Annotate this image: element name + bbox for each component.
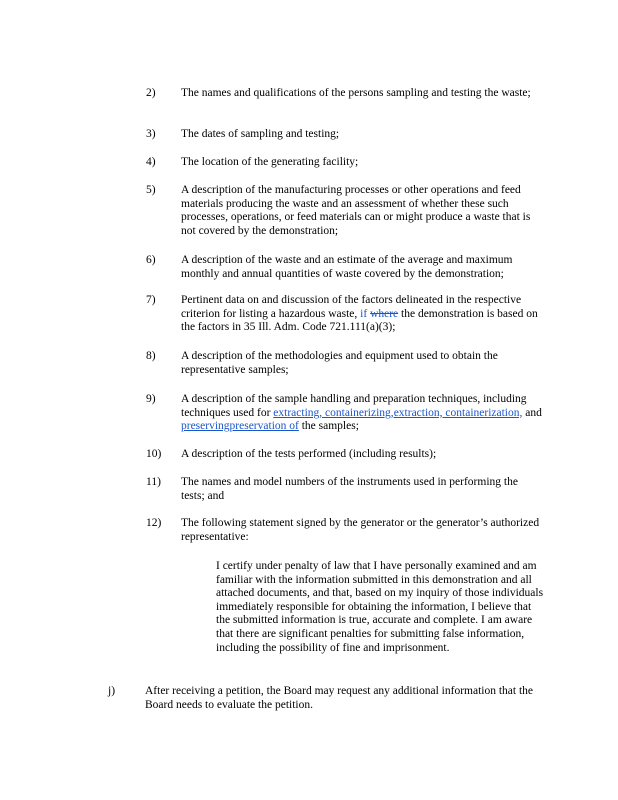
- item-text: A description of the methodologies and equipment used to obtain the representative samples;: [181, 350, 498, 376]
- item-text: The location of the generating facility;: [181, 156, 359, 168]
- inserted-text: if: [360, 307, 368, 320]
- item-text-part: Pertinent data on and discussion of the factors delineated in the respective criterion for listing a hazardous waste,: [181, 294, 522, 320]
- item-text: The dates of sampling and testing;: [181, 128, 340, 140]
- item-number: 5): [146, 184, 156, 196]
- item-text-part: the samples;: [301, 420, 359, 433]
- item-text: A description of the tests performed (including results);: [181, 448, 437, 460]
- item-number: j): [108, 685, 116, 697]
- item-number: 11): [146, 476, 161, 488]
- item-text-part: the demonstration is based on the factors in 35 Ill. Adm. Code 721.111(a)(3);: [181, 307, 538, 334]
- item-number: 7): [146, 294, 156, 306]
- item-text-part: and: [525, 406, 542, 419]
- item-number: 8): [146, 350, 156, 362]
- deleted-text: where: [370, 307, 399, 320]
- item-text: [181, 393, 543, 434]
- certification-statement: I certify under penalty of law that I have personally examined and am familiar with the information submitted in this demonstration and all attached documents, and that, based on my inquiry of those individuals immediately responsible for obtaining the information, I believe that the submitted information is true, accurate and complete. I am aware that there are significant penalties for submitting false information, including the possibility of fine and imprisonment.: [216, 560, 544, 654]
- inserted-text: extracting, containerizing,: [273, 406, 394, 419]
- item-number: 9): [146, 393, 156, 405]
- item-number: 6): [146, 254, 156, 266]
- item-text: [181, 294, 543, 335]
- item-text: A description of the manufacturing processes or other operations and feed materials producing the waste and an assessment of whether these such processes, operations, or feed materials can or might produce a waste that is not covered by the demonstration;: [181, 184, 531, 237]
- item-number: 3): [146, 128, 156, 140]
- item-text: The following statement signed by the generator or the generator’s authorized representative:: [181, 517, 540, 543]
- item-number: 10): [146, 448, 162, 460]
- item-number: 2): [146, 87, 156, 99]
- item-text: After receiving a petition, the Board may request any additional information that the Board needs to evaluate the petition.: [145, 685, 534, 711]
- item-text: The names and qualifications of the persons sampling and testing the waste;: [181, 87, 531, 99]
- item-text-part: A description of the sample handling and preparation techniques, including techniques used for: [181, 393, 527, 419]
- inserted-text: preservation of: [229, 420, 299, 433]
- inserted-text: preserving: [181, 420, 230, 433]
- item-number: 12): [146, 517, 162, 529]
- item-text: A description of the waste and an estimate of the average and maximum monthly and annual quantities of waste covered by the demonstration;: [181, 254, 513, 280]
- item-number: 4): [146, 156, 156, 168]
- inserted-text: extraction, containerization,: [393, 406, 523, 419]
- item-text: The names and model numbers of the instruments used in performing the tests; and: [181, 476, 518, 502]
